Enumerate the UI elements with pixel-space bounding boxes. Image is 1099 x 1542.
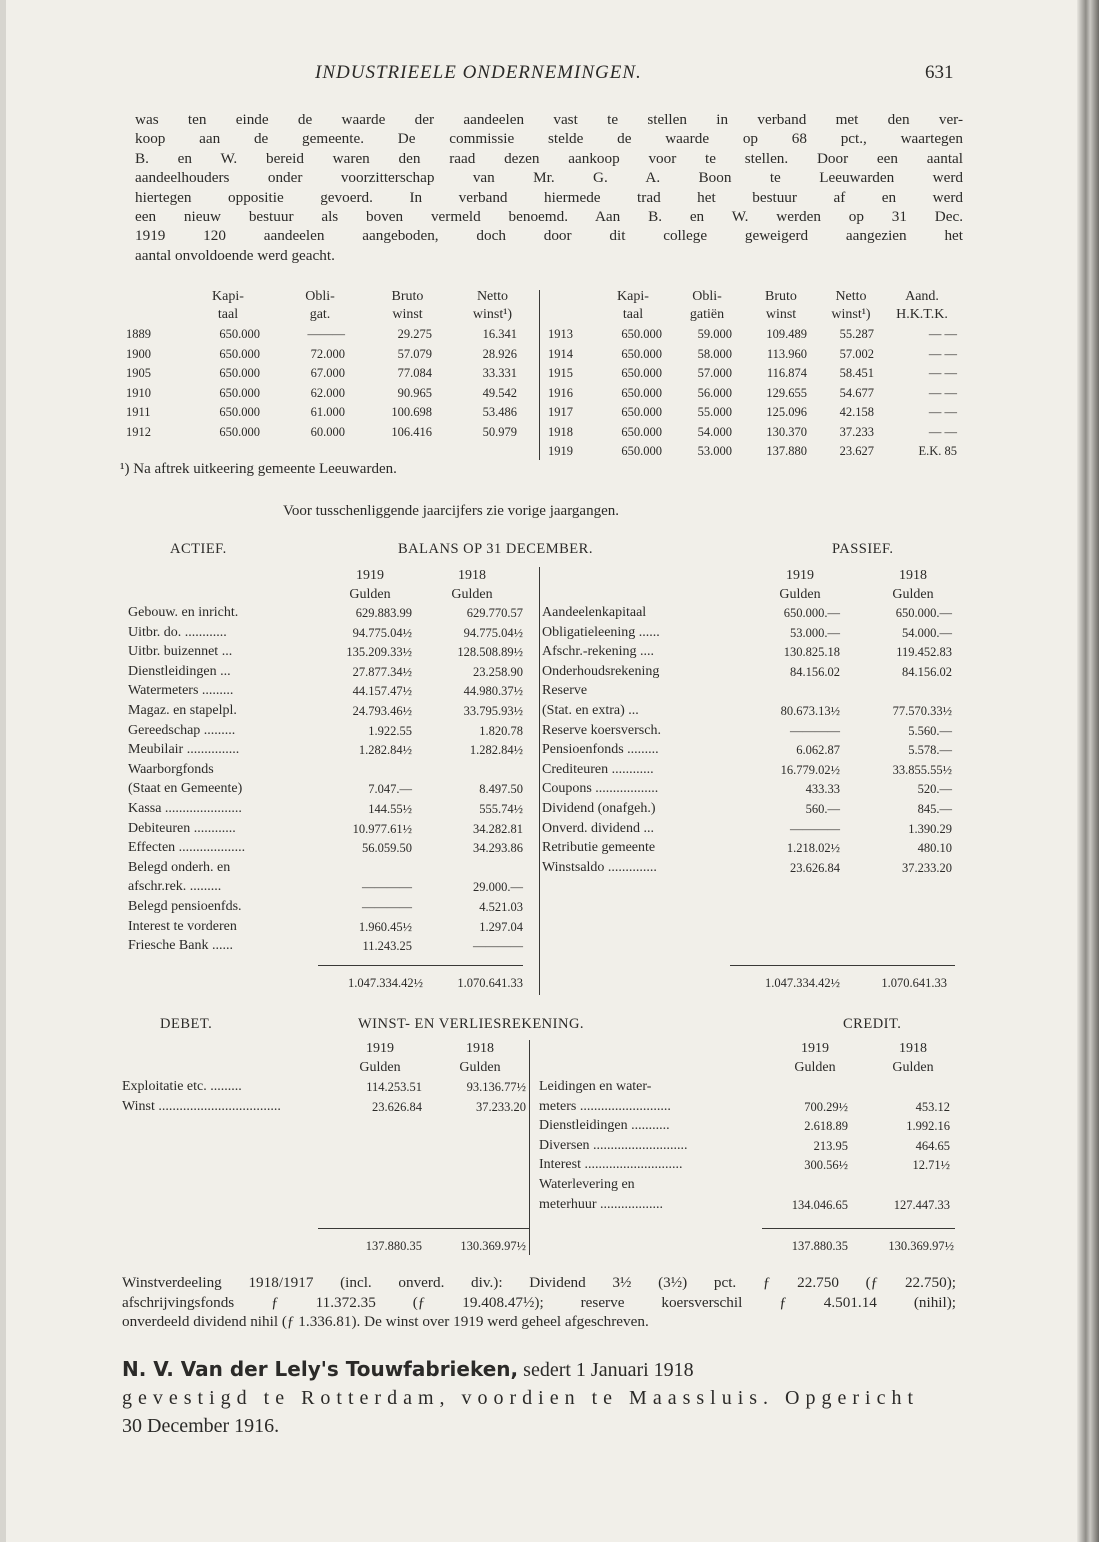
actief-label: Uitbr. buizennet ...	[128, 644, 233, 660]
actief-value-1919: 44.157.47½	[352, 684, 412, 699]
history-aand: — —	[928, 385, 957, 400]
winst-year-1919: 1919	[801, 1041, 829, 1056]
debet-value-1919: 23.626.84	[372, 1099, 422, 1114]
balans-year-1918: 1918	[899, 568, 927, 583]
intro-paragraph	[135, 110, 963, 265]
history-right-header: Netto	[835, 289, 867, 304]
history-bruto: 125.096	[766, 405, 807, 419]
debet-value-1918: 93.136.77½	[466, 1080, 526, 1094]
history-year: 1913	[548, 327, 573, 341]
actief-value-1918: 8.497.50	[479, 782, 523, 797]
history-kapitaal: 650.000	[621, 385, 662, 400]
credit-label: meterhuur ..................	[539, 1196, 664, 1212]
credit-label: Diversen ...........................	[539, 1137, 688, 1153]
history-oblig: 58.000	[697, 346, 732, 361]
winst-divider	[529, 1040, 530, 1255]
history-divider	[539, 290, 540, 460]
balans-unit: Gulden	[349, 587, 391, 602]
winst-title: WINST- EN VERLIESREKENING.	[358, 1016, 585, 1032]
history-left-header: Obli-	[305, 289, 335, 304]
actief-value-1919: 7.047.—	[368, 782, 412, 797]
passief-value-1919: ————	[790, 723, 840, 738]
passief-label: Reserve	[542, 683, 588, 699]
history-year: 1905	[126, 366, 151, 380]
actief-value-1918: 29.000.—	[473, 880, 523, 895]
page-edge-right	[1077, 0, 1099, 1542]
debet-total-rule	[318, 1228, 530, 1229]
history-year: 1919	[548, 444, 573, 458]
actief-label: Magaz. en stapelpl.	[128, 703, 237, 718]
actief-label: Kassa ......................	[128, 801, 242, 816]
history-left-header: taal	[217, 307, 239, 322]
history-kapitaal: 650.000	[621, 366, 662, 380]
winstverdeeling-line: afschrijvingsfonds ƒ 11.372.35 (ƒ 19.408.47½); reserve koersverschil ƒ 4.501.14 (nihil);	[122, 1293, 956, 1311]
actief-value-1918: 4.521.03	[479, 900, 523, 914]
passief-value-1918: 77.570.33½	[892, 704, 952, 718]
actief-value-1919: 629.883.99	[355, 606, 412, 620]
winst-unit: Gulden	[892, 1060, 934, 1075]
actief-value-1918: 1.282.84½	[469, 743, 523, 758]
credit-total-rule	[762, 1228, 955, 1229]
intro-line: aandeelhouders onder voorzitterschap van Mr. G. A. Boon te Leeuwarden werd	[135, 169, 963, 187]
history-bruto: 29.275	[397, 327, 432, 341]
history-year: 1916	[548, 385, 573, 400]
passief-total-1918: 1.070.641.33	[881, 976, 947, 990]
actief-label: Belegd onderh. en	[128, 859, 231, 875]
passief-label: Obligatieleening ......	[542, 624, 660, 640]
history-bruto: 130.370	[766, 424, 807, 439]
balans-passief-title: PASSIEF.	[832, 541, 894, 557]
history-year: 1912	[126, 424, 151, 439]
history-aand: — —	[928, 405, 957, 419]
history-netto: 33.331	[482, 366, 517, 380]
history-year: 1915	[548, 366, 573, 380]
actief-value-1919: 144.55½	[368, 802, 412, 816]
actief-label: Gereedschap .........	[128, 722, 236, 738]
history-right-header: Obli-	[692, 289, 722, 304]
credit-value-1918: 464.65	[915, 1138, 950, 1153]
actief-value-1919: 135.209.33½	[346, 645, 412, 660]
actief-value-1918: 555.74½	[479, 802, 523, 816]
passief-value-1918: 84.156.02	[902, 664, 952, 679]
page-number: 631	[925, 62, 954, 83]
history-bruto: 57.079	[397, 346, 432, 361]
winstverdeeling-line: Winstverdeeling 1918/1917 (incl. onverd. div.): Dividend 3½ (3½) pct. ƒ 22.750 (ƒ 22.750);	[122, 1274, 956, 1291]
credit-value-1919: 700.29½	[804, 1099, 848, 1114]
credit-label: Interest ............................	[539, 1157, 683, 1173]
actief-total-1919: 1.047.334.42½	[348, 976, 423, 990]
passief-value-1919: 650.000.—	[783, 606, 840, 620]
history-netto: 16.341	[482, 327, 517, 341]
history-year: 1900	[126, 346, 151, 361]
actief-value-1918: 128.508.89½	[457, 645, 523, 660]
history-footnote: ¹) Na aftrek uitkeering gemeente Leeuwarden.	[120, 461, 397, 477]
passief-value-1918: 119.452.83	[896, 645, 952, 660]
winstverdeeling-paragraph	[122, 1273, 956, 1332]
history-year: 1889	[126, 327, 151, 341]
credit-label: Dienstleidingen ...........	[539, 1118, 670, 1134]
passief-label: Aandeelenkapitaal	[542, 605, 647, 620]
passief-label: Coupons ..................	[542, 781, 659, 797]
actief-value-1919: 11.243.25	[362, 939, 412, 954]
passief-label: Pensioenfonds .........	[542, 742, 659, 758]
intro-line: koop aan de gemeente. De commissie stelde de waarde op 68 pct., waartegen	[135, 130, 963, 148]
history-bruto: 109.489	[766, 327, 807, 341]
history-kapitaal: 650.000	[621, 327, 662, 341]
actief-value-1919: 56.059.50	[362, 841, 412, 856]
history-kapitaal: 650.000	[219, 327, 260, 341]
debet-total-1918: 130.369.97½	[460, 1239, 526, 1253]
actief-label: Gebouw. en inricht.	[128, 605, 239, 620]
debet-value-1918: 37.233.20	[476, 1099, 526, 1114]
passief-label: Winstsaldo ..............	[542, 859, 657, 875]
actief-value-1919: ————	[362, 900, 412, 914]
passief-total-rule	[730, 965, 955, 966]
balans-actief-title: ACTIEF.	[170, 541, 227, 557]
debet-label: Exploitatie etc. .........	[122, 1079, 242, 1094]
history-oblig: 72.000	[310, 346, 345, 361]
history-oblig: ———	[307, 327, 345, 341]
history-right-header: winst	[765, 307, 797, 322]
history-netto: 50.979	[482, 424, 517, 439]
history-oblig: 55.000	[697, 405, 732, 419]
actief-value-1918: 33.795.93½	[463, 704, 523, 718]
passief-value-1919: 16.779.02½	[780, 762, 840, 777]
history-netto: 49.542	[482, 385, 517, 400]
balans-unit: Gulden	[779, 587, 821, 602]
history-bruto: 100.698	[391, 405, 432, 419]
passief-value-1918: 33.855.55½	[892, 762, 952, 777]
history-left-header: gat.	[309, 307, 331, 322]
actief-label: Belegd pensioenfds.	[128, 899, 242, 914]
passief-value-1919: 1.218.02½	[786, 841, 840, 856]
actief-value-1918: 34.293.86	[473, 841, 523, 856]
history-oblig: 57.000	[697, 366, 732, 380]
credit-value-1918: 453.12	[915, 1099, 950, 1114]
passief-value-1919: 130.825.18	[783, 645, 840, 660]
credit-value-1919: 213.95	[813, 1138, 848, 1153]
actief-value-1918: 1.297.04	[479, 919, 523, 934]
history-netto: 58.451	[839, 366, 874, 380]
actief-label: Interest te vorderen	[128, 918, 237, 934]
history-year: 1911	[126, 405, 151, 419]
intro-line: een nieuw bestuur als boven vermeld benoemd. Aan B. en W. werden op 31 Dec.	[135, 208, 963, 226]
actief-label: (Staat en Gemeente)	[128, 781, 243, 797]
actief-label: Meubilair ...............	[128, 742, 240, 758]
page-edge-left	[0, 0, 6, 1542]
history-netto: 23.627	[839, 444, 874, 458]
actief-value-1918: 23.258.90	[473, 664, 523, 679]
passief-value-1919: 560.—	[805, 802, 840, 816]
passief-value-1919: ————	[790, 821, 840, 836]
company-line3: 30 December 1916.	[122, 1415, 280, 1437]
actief-value-1919: 1.922.55	[368, 723, 412, 738]
passief-label: Retributie gemeente	[542, 840, 656, 856]
passief-label: Afschr.-rekening ....	[542, 644, 654, 660]
intro-line: was ten einde de waarde der aandeelen vast te stellen in verband met den ver-	[135, 111, 963, 128]
winst-unit: Gulden	[794, 1060, 836, 1075]
history-right-header: Kapi-	[617, 289, 649, 304]
actief-value-1919: 1.282.84½	[358, 743, 412, 758]
history-year: 1914	[548, 346, 573, 361]
balans-year-1919: 1919	[356, 568, 384, 583]
passief-total-1919: 1.047.334.42½	[765, 976, 840, 990]
passief-value-1918: 520.—	[917, 782, 952, 797]
history-netto: 37.233	[839, 424, 874, 439]
credit-label: Waterlevering en	[539, 1177, 635, 1192]
history-netto: 28.926	[482, 346, 517, 361]
history-kapitaal: 650.000	[621, 444, 662, 458]
actief-value-1919: 24.793.46½	[352, 704, 412, 718]
history-bruto: 106.416	[391, 424, 432, 439]
balans-title: BALANS OP 31 DECEMBER.	[398, 541, 593, 557]
actief-value-1919: 10.977.61½	[352, 821, 412, 836]
actief-value-1918: ————	[473, 939, 523, 954]
passief-value-1918: 5.578.—	[908, 743, 952, 758]
intro-line: aantal onvoldoende werd geacht.	[135, 246, 335, 264]
actief-value-1918: 629.770.57	[466, 606, 523, 620]
balans-year-1919: 1919	[786, 568, 814, 583]
passief-label: Crediteuren ............	[542, 761, 654, 777]
actief-value-1919: 27.877.34½	[352, 664, 412, 679]
credit-value-1918: 1.992.16	[906, 1119, 950, 1134]
passief-label: Onverd. dividend ...	[542, 820, 654, 836]
passief-value-1918: 5.560.—	[908, 723, 952, 738]
credit-label: Leidingen en water-	[539, 1079, 652, 1094]
history-bruto: 77.084	[397, 366, 432, 380]
history-right-header: gatiën	[689, 307, 725, 322]
passief-value-1919: 80.673.13½	[780, 704, 840, 718]
actief-total-rule	[318, 965, 523, 966]
history-bruto: 113.960	[766, 346, 807, 361]
company-line2: gevestigd te Rotterdam, voordien te Maassluis. Opgericht	[122, 1387, 920, 1409]
winst-credit-title: CREDIT.	[843, 1016, 902, 1032]
history-kapitaal: 650.000	[219, 385, 260, 400]
actief-label: afschr.rek. .........	[128, 879, 222, 895]
actief-value-1919: 94.775.04½	[352, 625, 412, 640]
actief-value-1918: 34.282.81	[473, 821, 523, 836]
credit-label: meters ..........................	[539, 1098, 671, 1114]
history-bruto: 90.965	[397, 385, 432, 400]
passief-value-1918: 54.000.—	[902, 625, 952, 640]
history-aand: — —	[928, 424, 957, 439]
credit-value-1919: 2.618.89	[804, 1119, 848, 1134]
history-left-header: winst¹)	[472, 307, 513, 322]
history-aand: — —	[928, 327, 957, 341]
credit-total-1919: 137.880.35	[791, 1239, 848, 1253]
history-oblig: 60.000	[310, 424, 345, 439]
passief-value-1919: 84.156.02	[790, 664, 840, 679]
actief-label: Effecten ...................	[128, 840, 246, 856]
passief-label: (Stat. en extra) ...	[542, 703, 639, 718]
debet-label: Winst ...................................	[122, 1098, 281, 1114]
history-left-header: winst	[392, 307, 423, 322]
passief-label: Onderhoudsrekening	[542, 663, 660, 679]
history-netto: 54.677	[839, 385, 874, 400]
history-right-header: taal	[622, 307, 644, 322]
winst-unit: Gulden	[359, 1060, 401, 1075]
history-kapitaal: 650.000	[621, 346, 662, 361]
intro-line: B. en W. bereid waren den raad dezen aankoop voor te stellen. Door een aantal	[135, 149, 963, 167]
history-kapitaal: 650.000	[219, 405, 260, 419]
history-netto: 57.002	[839, 346, 874, 361]
history-oblig: 67.000	[310, 366, 345, 380]
actief-value-1918: 44.980.37½	[463, 684, 523, 699]
passief-value-1919: 53.000.—	[790, 625, 840, 640]
credit-value-1918: 127.447.33	[893, 1197, 950, 1212]
history-oblig: 53.000	[697, 444, 732, 458]
history-kapitaal: 650.000	[621, 424, 662, 439]
actief-value-1918: 94.775.04½	[463, 625, 523, 640]
history-bruto: 137.880	[766, 444, 807, 458]
company-entry	[122, 1355, 956, 1440]
actief-label: Dienstleidingen ...	[128, 663, 231, 679]
actief-label: Waarborgfonds	[128, 761, 214, 777]
actief-value-1919: ————	[362, 880, 412, 895]
debet-value-1919: 114.253.51	[366, 1080, 422, 1094]
history-aand: — —	[928, 346, 957, 361]
running-head: INDUSTRIEELE ONDERNEMINGEN.	[315, 62, 642, 83]
actief-label: Friesche Bank ......	[128, 938, 233, 954]
history-kapitaal: 650.000	[219, 366, 260, 380]
debet-total-1919: 137.880.35	[365, 1239, 422, 1253]
history-oblig: 62.000	[310, 385, 345, 400]
company-line1-rest: sedert 1 Januari 1918	[518, 1359, 694, 1381]
history-oblig: 59.000	[697, 327, 732, 341]
history-bruto: 129.655	[766, 385, 807, 400]
history-year: 1918	[548, 424, 573, 439]
passief-value-1919: 23.626.84	[790, 860, 840, 875]
history-kapitaal: 650.000	[219, 346, 260, 361]
history-netto: 53.486	[482, 405, 517, 419]
history-right-header: Aand.	[905, 289, 939, 304]
credit-total-1918: 130.369.97½	[888, 1239, 954, 1253]
intro-line: 1919 120 aandeelen aangeboden, doch door dit college geweigerd aangezien het	[135, 227, 963, 245]
history-oblig: 54.000	[697, 424, 732, 439]
passief-value-1919: 6.062.87	[796, 743, 840, 758]
history-oblig: 56.000	[697, 385, 732, 400]
history-netto: 55.287	[839, 327, 874, 341]
passief-value-1918: 1.390.29	[908, 821, 952, 836]
history-year: 1917	[548, 405, 573, 419]
history-kapitaal: 650.000	[621, 405, 662, 419]
winstverdeeling-line: onverdeeld dividend nihil (ƒ 1.336.81). De winst over 1919 werd geheel afgeschreven.	[122, 1313, 649, 1330]
history-left-header: Kapi-	[212, 289, 244, 304]
history-right-header: winst¹)	[831, 307, 871, 322]
balans-year-1918: 1918	[458, 568, 486, 583]
history-left-header: Bruto	[391, 289, 424, 304]
balans-divider	[539, 567, 540, 995]
passief-value-1919: 433.33	[805, 782, 840, 797]
winst-year-1919: 1919	[366, 1041, 394, 1056]
history-reference: Voor tusschenliggende jaarcijfers zie vorige jaargangen.	[283, 503, 619, 519]
history-left-header: Netto	[476, 289, 509, 304]
winst-year-1918: 1918	[899, 1041, 927, 1056]
winst-unit: Gulden	[459, 1060, 501, 1075]
credit-value-1919: 134.046.65	[791, 1197, 848, 1212]
history-right-header: Bruto	[765, 289, 797, 304]
actief-value-1918: 1.820.78	[479, 723, 523, 738]
passief-label: Reserve koersversch.	[542, 722, 661, 738]
winst-debet-title: DEBET.	[160, 1016, 213, 1032]
intro-line: hiertegen oppositie gevoerd. In verband hiermede trad het bestuur af en werd	[135, 188, 963, 206]
passief-value-1918: 845.—	[917, 802, 952, 816]
passief-value-1918: 37.233.20	[902, 860, 952, 875]
credit-value-1919: 300.56½	[804, 1158, 848, 1173]
balans-unit: Gulden	[892, 587, 934, 602]
actief-label: Debiteuren ............	[128, 820, 236, 836]
passief-value-1918: 480.10	[917, 841, 952, 856]
balans-unit: Gulden	[451, 587, 493, 602]
actief-total-1918: 1.070.641.33	[457, 976, 523, 990]
company-name: N. V. Van der Lely's Touwfabrieken,	[122, 1357, 519, 1381]
history-bruto: 116.874	[766, 366, 807, 380]
passief-value-1918: 650.000.—	[895, 606, 952, 620]
credit-value-1918: 12.71½	[912, 1158, 950, 1173]
history-kapitaal: 650.000	[219, 424, 260, 439]
actief-label: Uitbr. do. ............	[128, 624, 227, 640]
history-aand: E.K. 85	[918, 444, 957, 458]
actief-label: Watermeters .........	[128, 683, 234, 699]
history-oblig: 61.000	[310, 405, 345, 419]
history-aand: — —	[928, 366, 957, 380]
actief-value-1919: 1.960.45½	[358, 919, 412, 934]
winst-year-1918: 1918	[466, 1041, 494, 1056]
history-year: 1910	[126, 385, 151, 400]
history-netto: 42.158	[839, 405, 874, 419]
history-right-header: H.K.T.K.	[896, 307, 948, 322]
passief-label: Dividend (onafgeh.)	[542, 801, 656, 816]
